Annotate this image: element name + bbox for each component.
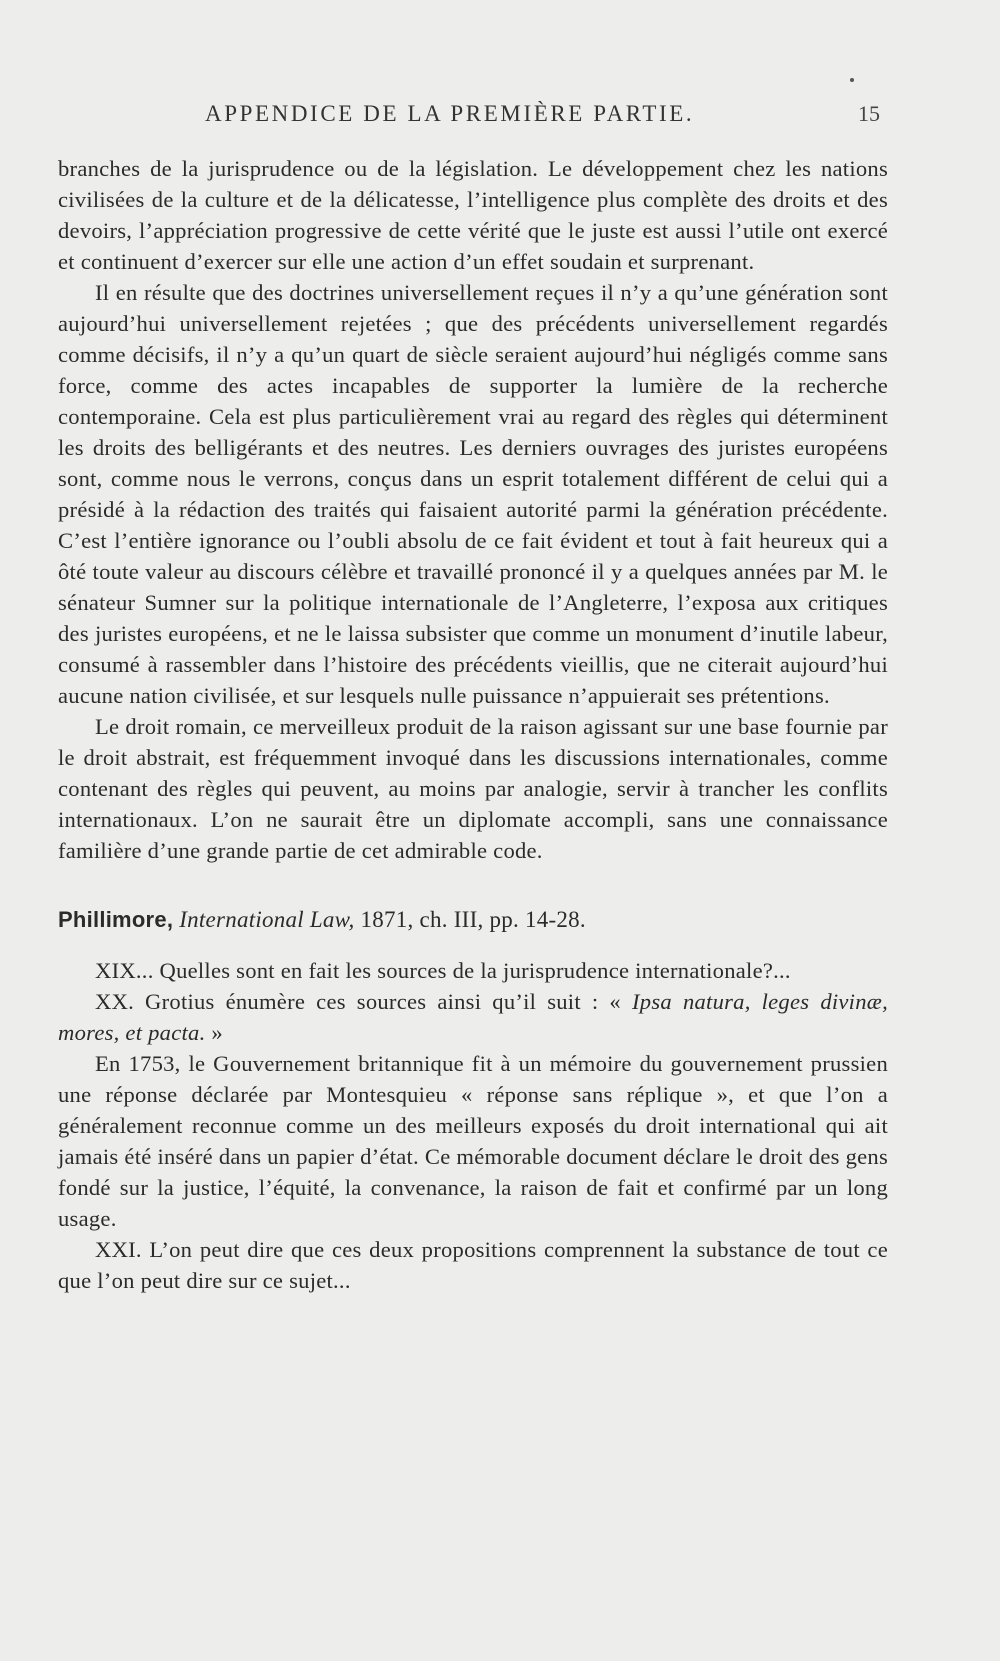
extract-paragraph: XXI. L’on peut dire que ces deux propositions comprennent la substance de tout ce que l’on peut dire sur ce sujet... <box>58 1237 888 1293</box>
extract-close-quote: » <box>211 1020 223 1045</box>
latin-quote: Ipsa natura, leges divinæ, mores, et pacta. <box>58 989 888 1045</box>
body-paragraph: Il en résulte que des doctrines universellement reçues il n’y a qu’une génération sont aujourd’hui universellement rejetées ; que des précédents universellement regardés comme décisifs, il n’y a qu’un quart de siècle seraient aujourd’hui négligés comme sans force, comme des actes incapables de supporter la lumière de la recherche contemporaine. Cela est plus particulièrement vrai au regard des règles qui déterminent les droits des belligérants et des neutres. Les derniers ouvrages des juristes européens sont, comme nous le verrons, conçus dans un esprit totalement différent de celui qui a présidé à la rédaction des traités qui faisaient autorité parmi la génération précédente. C’est l’entière ignorance ou l’oubli absolu de ce fait évident et tout à fait heureux qui a ôté toute valeur au discours célèbre et travaillé prononcé il y a quelques années par M. le sénateur Sumner sur la politique internationale de l’Angleterre, l’exposa aux critiques des juristes européens, et ne le laissa subsister que comme un monument d’inutile labeur, consumé à rassembler dans l’histoire des précédents vieillis, que ne citerait aujourd’hui aucune nation civilisée, et sur lesquels nulle puissance n’appuierait ses prétentions. <box>58 280 888 708</box>
running-head: APPENDICE DE LA PREMIÈRE PARTIE. <box>205 101 695 126</box>
extract-paragraph: En 1753, le Gouvernement britannique fit à un mémoire du gouvernement prussien une réponse déclarée par Montesquieu « réponse sans réplique », et que l’on a généralement reconnue comme un des meilleurs exposés du droit international qui ait jamais été inséré dans un papier d’état. Ce mémorable document déclare le droit des gens fondé sur la justice, l’équité, la convenance, la raison de fait et confirmé par un long usage. <box>58 1051 888 1231</box>
page-number: 15 <box>858 101 880 126</box>
extract-paragraph <box>58 986 888 1048</box>
body-paragraph: Le droit romain, ce merveilleux produit de la raison agissant sur une base fournie par le droit abstrait, est fréquemment invoqué dans les discussions internationales, comme contenant des règles qui peuvent, au moins par analogie, servir à trancher les conflits internationaux. L’on ne saurait être un diplomate accompli, sans une connaissance familière d’une grande partie de cet admirable code. <box>58 714 888 863</box>
page-body <box>58 153 888 1296</box>
body-paragraph: branches de la jurisprudence ou de la législation. Le développement chez les nations civilisées de la culture et de la délicatesse, l’intelligence plus complète des droits et des devoirs, l’appréciation progressive de cette vérité que le juste est aussi l’utile ont exercé et continuent d’exercer sur elle une action d’un effet soudain et surprenant. <box>58 156 888 274</box>
citation-details: 1871, ch. III, pp. 14-28. <box>360 907 586 932</box>
citation-work: International Law, <box>179 907 355 932</box>
source-citation <box>58 904 888 935</box>
print-speck <box>850 78 854 82</box>
extract-lead-text: XX. Grotius énumère ces sources ainsi qu’il suit : « <box>95 989 621 1014</box>
page-header <box>0 101 1000 137</box>
citation-author: Phillimore, <box>58 907 174 932</box>
extract-paragraph: XIX... Quelles sont en fait les sources de la jurisprudence internationale?... <box>95 958 791 983</box>
